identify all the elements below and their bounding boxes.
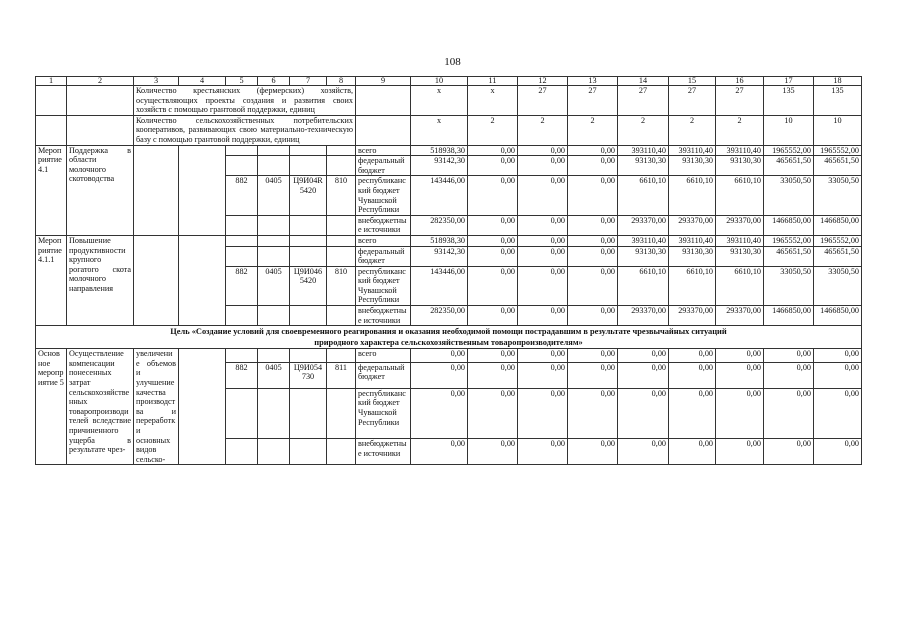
funding-value: 1466850,00 <box>814 306 862 326</box>
funding-value: 0,00 <box>716 388 764 439</box>
funding-source: республиканский бюджет Чувашской Республики <box>356 266 411 305</box>
column-number: 18 <box>814 77 862 86</box>
column-number-row <box>36 77 862 86</box>
funding-value: 0,00 <box>568 246 618 266</box>
empty-cell <box>67 115 134 145</box>
funding-value: 465651,50 <box>764 156 814 176</box>
measure-name: Повышение продуктивности крупного рогатого скота молочного направления <box>67 235 134 325</box>
funding-value: 93142,30 <box>411 156 468 176</box>
empty-cell <box>258 306 290 326</box>
csr-code: Ц9И054730 <box>290 362 327 388</box>
funding-value: 0,00 <box>568 362 618 388</box>
empty-cell <box>327 156 356 176</box>
empty-cell <box>36 86 67 116</box>
funding-value: 393110,40 <box>716 145 764 156</box>
empty-cell <box>226 156 258 176</box>
empty-cell <box>290 349 327 363</box>
funding-source: федеральный бюджет <box>356 246 411 266</box>
funding-value: 0,00 <box>568 156 618 176</box>
indicator-label: Количество крестьянских (фермерских) хозяйств, осуществляющих проекты создания и развития своих хозяйств с помощью грантовой поддержки, единиц <box>134 86 356 116</box>
funding-value: 6610,10 <box>618 176 669 215</box>
funding-value: 93130,30 <box>669 246 716 266</box>
funding-value: 0,00 <box>716 439 764 465</box>
empty-cell <box>67 86 134 116</box>
funding-value: 0,00 <box>568 439 618 465</box>
column-number: 3 <box>134 77 179 86</box>
funding-value: 0,00 <box>814 388 862 439</box>
funding-value: 0,00 <box>518 362 568 388</box>
funding-value: 0,00 <box>468 306 518 326</box>
empty-cell <box>290 235 327 246</box>
funding-value: 0,00 <box>518 266 568 305</box>
column-number: 11 <box>468 77 518 86</box>
empty-cell <box>226 388 258 439</box>
measure-indicator: увеличение объемов и улучшение качества производства и переработки основных видов сельско- <box>134 349 179 465</box>
goal-row <box>36 326 862 349</box>
funding-value: 0,00 <box>669 349 716 363</box>
empty-cell <box>327 215 356 235</box>
funding-value: 143446,00 <box>411 176 468 215</box>
funding-value: 0,00 <box>669 362 716 388</box>
funding-value: 465651,50 <box>814 156 862 176</box>
funding-value: 0,00 <box>518 156 568 176</box>
funding-value: 0,00 <box>568 215 618 235</box>
funding-value: 93130,30 <box>669 156 716 176</box>
funding-value: 0,00 <box>468 176 518 215</box>
empty-cell <box>327 306 356 326</box>
funding-source: всего <box>356 145 411 156</box>
page-number: 108 <box>444 56 461 68</box>
funding-source: внебюджетные источники <box>356 215 411 235</box>
goal-heading <box>36 326 862 349</box>
funding-value: 1466850,00 <box>764 215 814 235</box>
funding-value: 0,00 <box>568 388 618 439</box>
funding-value: 0,00 <box>518 235 568 246</box>
funding-value: 0,00 <box>716 362 764 388</box>
funding-value: 33050,50 <box>814 176 862 215</box>
funding-value: 0,00 <box>411 362 468 388</box>
column-number: 5 <box>226 77 258 86</box>
empty-cell <box>327 145 356 156</box>
empty-cell <box>226 439 258 465</box>
indicator-value: 27 <box>669 86 716 116</box>
empty-cell <box>327 235 356 246</box>
funding-value: 0,00 <box>468 235 518 246</box>
funding-value: 518938,30 <box>411 145 468 156</box>
funding-value: 293370,00 <box>669 215 716 235</box>
indicator-value: 10 <box>814 115 862 145</box>
funding-value: 33050,50 <box>764 266 814 305</box>
empty-cell <box>356 115 411 145</box>
funding-value: 293370,00 <box>618 306 669 326</box>
vr-code: 810 <box>327 176 356 215</box>
indicator-value: 2 <box>468 115 518 145</box>
funding-row <box>36 235 862 246</box>
column-number: 10 <box>411 77 468 86</box>
column-number: 8 <box>327 77 356 86</box>
indicator-value: х <box>468 86 518 116</box>
column-number: 17 <box>764 77 814 86</box>
column-number: 4 <box>179 77 226 86</box>
funding-value: 518938,30 <box>411 235 468 246</box>
responsible-cell <box>179 349 226 465</box>
funding-value: 0,00 <box>468 246 518 266</box>
indicator-label: Количество сельскохозяйственных потребительских кооперативов, развивающих свою материально-техническую базу с помощью грантовой поддержки, единиц <box>134 115 356 145</box>
funding-value: 93130,30 <box>618 156 669 176</box>
funding-value: 6610,10 <box>669 176 716 215</box>
funding-value: 393110,40 <box>618 145 669 156</box>
funding-value: 0,00 <box>669 388 716 439</box>
indicator-value: 135 <box>764 86 814 116</box>
funding-value: 0,00 <box>518 176 568 215</box>
funding-source: республиканский бюджет Чувашской Республики <box>356 388 411 439</box>
funding-value: 0,00 <box>568 235 618 246</box>
column-number: 9 <box>356 77 411 86</box>
funding-value: 0,00 <box>814 439 862 465</box>
funding-value: 33050,50 <box>814 266 862 305</box>
funding-value: 293370,00 <box>669 306 716 326</box>
funding-value: 293370,00 <box>716 306 764 326</box>
column-number: 13 <box>568 77 618 86</box>
funding-value: 282350,00 <box>411 215 468 235</box>
funding-value: 0,00 <box>669 439 716 465</box>
funding-source: всего <box>356 349 411 363</box>
funding-source: всего <box>356 235 411 246</box>
funding-source: федеральный бюджет <box>356 362 411 388</box>
funding-value: 0,00 <box>518 388 568 439</box>
funding-value: 143446,00 <box>411 266 468 305</box>
column-number: 16 <box>716 77 764 86</box>
funding-value: 0,00 <box>764 362 814 388</box>
column-number: 7 <box>290 77 327 86</box>
funding-value: 1965552,00 <box>764 235 814 246</box>
rz-code: 0405 <box>258 176 290 215</box>
funding-value: 0,00 <box>411 388 468 439</box>
funding-value: 0,00 <box>618 388 669 439</box>
funding-row <box>36 349 862 363</box>
funding-value: 465651,50 <box>814 246 862 266</box>
empty-cell <box>290 215 327 235</box>
indicator-value: 27 <box>568 86 618 116</box>
vr-code: 810 <box>327 266 356 305</box>
funding-value: 0,00 <box>814 349 862 363</box>
indicator-value: 2 <box>669 115 716 145</box>
funding-value: 0,00 <box>568 266 618 305</box>
funding-value: 93130,30 <box>618 246 669 266</box>
indicator-value: 135 <box>814 86 862 116</box>
funding-value: 0,00 <box>518 349 568 363</box>
funding-value: 0,00 <box>618 439 669 465</box>
funding-value: 393110,40 <box>618 235 669 246</box>
funding-value: 0,00 <box>764 349 814 363</box>
funding-value: 0,00 <box>764 439 814 465</box>
funding-value: 33050,50 <box>764 176 814 215</box>
funding-source: республиканский бюджет Чувашской Республики <box>356 176 411 215</box>
funding-value: 465651,50 <box>764 246 814 266</box>
funding-value: 1466850,00 <box>814 215 862 235</box>
responsible-cell <box>179 235 226 325</box>
empty-cell <box>290 145 327 156</box>
funding-value: 0,00 <box>568 176 618 215</box>
funding-value: 0,00 <box>518 246 568 266</box>
indicator-value: 2 <box>618 115 669 145</box>
funding-value: 0,00 <box>468 266 518 305</box>
goal-line-1: Цель «Создание условий для своевременного реагирования и оказания необходимой помощи пострадавшим в результате чрезвычайных ситуаций <box>170 327 727 337</box>
indicator-row <box>36 86 862 116</box>
responsible-cell <box>179 145 226 235</box>
empty-cell <box>290 306 327 326</box>
funding-value: 393110,40 <box>669 235 716 246</box>
funding-value: 93130,30 <box>716 156 764 176</box>
funding-value: 1466850,00 <box>764 306 814 326</box>
funding-value: 0,00 <box>468 145 518 156</box>
rz-code: 0405 <box>258 266 290 305</box>
funding-value: 0,00 <box>411 349 468 363</box>
measure-indicator <box>134 235 179 325</box>
funding-value: 393110,40 <box>716 235 764 246</box>
empty-cell <box>258 439 290 465</box>
empty-cell <box>36 115 67 145</box>
empty-cell <box>226 215 258 235</box>
funding-value: 0,00 <box>814 362 862 388</box>
funding-value: 6610,10 <box>716 176 764 215</box>
funding-value: 293370,00 <box>716 215 764 235</box>
measure-code: Основное мероприятие 5 <box>36 349 67 465</box>
empty-cell <box>290 246 327 266</box>
empty-cell <box>356 86 411 116</box>
empty-cell <box>290 156 327 176</box>
funding-value: 393110,40 <box>669 145 716 156</box>
indicator-value: 27 <box>618 86 669 116</box>
measure-name: Осуществление компенсации понесенных затрат сельскохозяйственных товаропроизводителей вследствие причиненного ущерба в результате чрез- <box>67 349 134 465</box>
csr-code: Ц9И0465420 <box>290 266 327 305</box>
indicator-value: 27 <box>518 86 568 116</box>
funding-value: 0,00 <box>618 349 669 363</box>
funding-value: 0,00 <box>716 349 764 363</box>
funding-value: 0,00 <box>468 362 518 388</box>
indicator-value: х <box>411 115 468 145</box>
program-table <box>35 76 862 465</box>
empty-cell <box>258 246 290 266</box>
indicator-row <box>36 115 862 145</box>
indicator-value: 2 <box>716 115 764 145</box>
empty-cell <box>226 145 258 156</box>
funding-value: 0,00 <box>468 439 518 465</box>
empty-cell <box>258 235 290 246</box>
funding-value: 0,00 <box>518 306 568 326</box>
funding-value: 0,00 <box>518 215 568 235</box>
column-number: 2 <box>67 77 134 86</box>
measure-indicator <box>134 145 179 235</box>
funding-value: 0,00 <box>468 388 518 439</box>
funding-value: 282350,00 <box>411 306 468 326</box>
funding-value: 93130,30 <box>716 246 764 266</box>
empty-cell <box>290 439 327 465</box>
funding-value: 1965552,00 <box>814 145 862 156</box>
empty-cell <box>226 349 258 363</box>
measure-code: Мероприятие 4.1.1 <box>36 235 67 325</box>
funding-value: 0,00 <box>518 145 568 156</box>
funding-value: 6610,10 <box>669 266 716 305</box>
funding-value: 0,00 <box>468 156 518 176</box>
empty-cell <box>327 388 356 439</box>
funding-value: 0,00 <box>411 439 468 465</box>
vr-code: 811 <box>327 362 356 388</box>
funding-source: федеральный бюджет <box>356 156 411 176</box>
empty-cell <box>327 349 356 363</box>
empty-cell <box>258 215 290 235</box>
empty-cell <box>258 145 290 156</box>
funding-source: внебюджетные источники <box>356 306 411 326</box>
column-number: 15 <box>669 77 716 86</box>
funding-value: 6610,10 <box>716 266 764 305</box>
funding-value: 0,00 <box>764 388 814 439</box>
grbs-code: 882 <box>226 362 258 388</box>
funding-value: 0,00 <box>568 306 618 326</box>
indicator-value: 27 <box>716 86 764 116</box>
funding-value: 0,00 <box>518 439 568 465</box>
empty-cell <box>290 388 327 439</box>
funding-value: 0,00 <box>568 349 618 363</box>
empty-cell <box>258 388 290 439</box>
funding-value: 0,00 <box>618 362 669 388</box>
funding-value: 0,00 <box>568 145 618 156</box>
column-number: 1 <box>36 77 67 86</box>
funding-value: 0,00 <box>468 215 518 235</box>
column-number: 12 <box>518 77 568 86</box>
empty-cell <box>226 306 258 326</box>
funding-value: 293370,00 <box>618 215 669 235</box>
goal-line-2: природного характера сельскохозяйственным товаропроизводителям» <box>314 338 583 348</box>
empty-cell <box>258 156 290 176</box>
funding-value: 1965552,00 <box>814 235 862 246</box>
measure-code: Мероприятие 4.1 <box>36 145 67 235</box>
column-number: 6 <box>258 77 290 86</box>
indicator-value: 2 <box>568 115 618 145</box>
funding-value: 6610,10 <box>618 266 669 305</box>
empty-cell <box>258 349 290 363</box>
grbs-code: 882 <box>226 176 258 215</box>
indicator-value: 2 <box>518 115 568 145</box>
csr-code: Ц9И04R5420 <box>290 176 327 215</box>
indicator-value: 10 <box>764 115 814 145</box>
rz-code: 0405 <box>258 362 290 388</box>
empty-cell <box>226 246 258 266</box>
funding-value: 0,00 <box>468 349 518 363</box>
empty-cell <box>327 439 356 465</box>
column-number: 14 <box>618 77 669 86</box>
indicator-value: х <box>411 86 468 116</box>
funding-value: 1965552,00 <box>764 145 814 156</box>
grbs-code: 882 <box>226 266 258 305</box>
funding-row <box>36 145 862 156</box>
funding-source: внебюджетные источники <box>356 439 411 465</box>
measure-name: Поддержка в области молочного скотоводства <box>67 145 134 235</box>
funding-value: 93142,30 <box>411 246 468 266</box>
empty-cell <box>226 235 258 246</box>
empty-cell <box>327 246 356 266</box>
